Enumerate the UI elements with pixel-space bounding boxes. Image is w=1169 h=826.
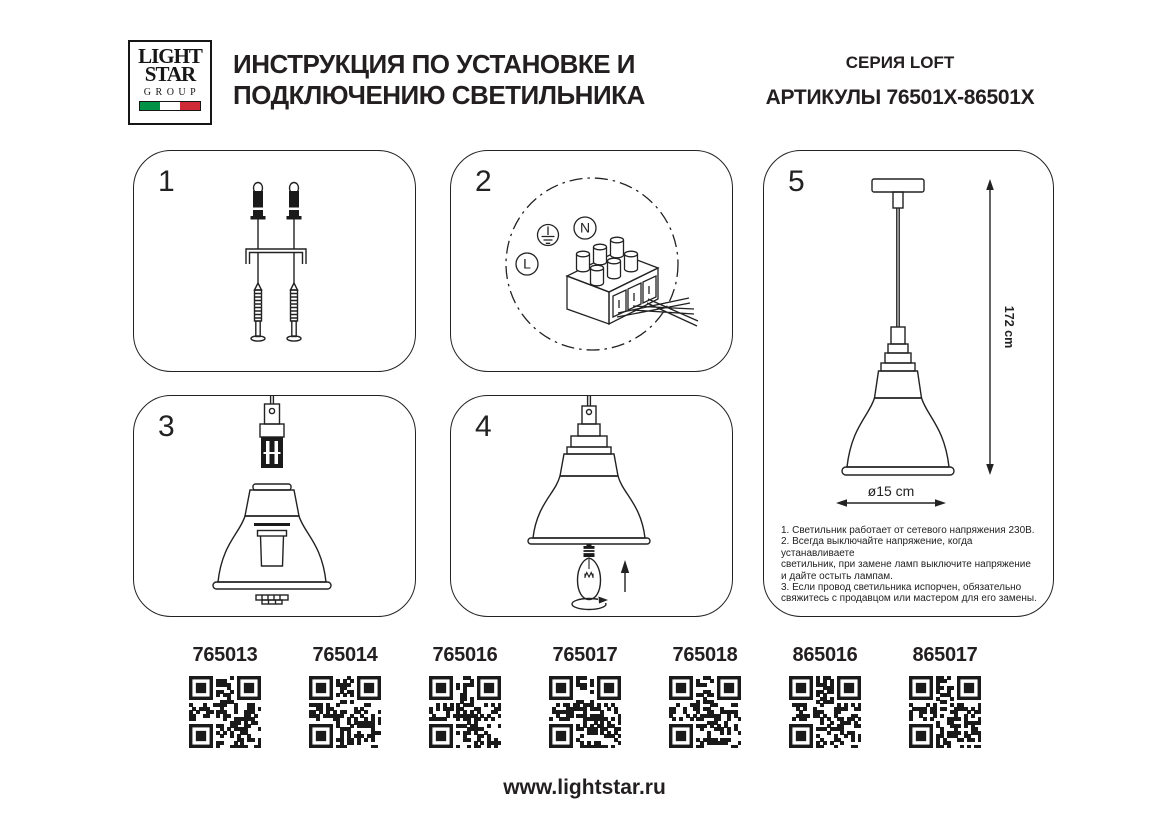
article-number: 765017 [552, 644, 618, 666]
page-title [233, 49, 645, 110]
products-row [165, 644, 1005, 753]
product-column [525, 644, 645, 753]
website-url: www.lightstar.ru [503, 776, 666, 799]
product-column [165, 644, 285, 753]
product-column [765, 644, 885, 753]
step-number: 3 [158, 410, 175, 443]
step-number: 1 [158, 165, 175, 198]
step-number: 4 [475, 410, 492, 443]
note-line: 1. Светильник работает от сетевого напряжения 230В. [781, 525, 1035, 536]
socket-assembly-drawing [134, 396, 417, 618]
qr-code [909, 676, 981, 748]
step-4-panel [450, 395, 733, 617]
product-column [885, 644, 1005, 753]
article-number: 865017 [912, 644, 978, 666]
note-line: свяжитесь с продавцом или мастером для его замены. [781, 593, 1037, 605]
note-line: 2. Всегда выключайте напряжение, когда устанавливаете [781, 536, 973, 559]
logo-text-group: GROUP [143, 86, 201, 98]
qr-code [549, 676, 621, 748]
qr-code [429, 676, 501, 748]
diameter-dimension-label: ø15 cm [867, 483, 915, 499]
step-3-panel [133, 395, 416, 617]
article-number: 765013 [192, 644, 258, 666]
series-label: СЕРИЯ LOFT [845, 53, 955, 72]
mounting-hardware-drawing [134, 151, 417, 373]
note-line: и дайте остыть лампам. [781, 570, 893, 582]
product-column [645, 644, 765, 753]
qr-code [669, 676, 741, 748]
article-number: 765016 [432, 644, 498, 666]
italian-flag-icon [139, 101, 201, 111]
qr-code [189, 676, 261, 748]
safety-notes [781, 525, 1043, 605]
terminal-block-drawing [451, 151, 734, 373]
article-number: 765014 [312, 644, 378, 666]
article-number: 765018 [672, 644, 738, 666]
title-line-2: ПОДКЛЮЧЕНИЮ СВЕТИЛЬНИКА [233, 79, 645, 110]
logo-text-light: LIGHT [138, 44, 202, 68]
qr-code [789, 676, 861, 748]
product-column [405, 644, 525, 753]
title-line-1: ИНСТРУКЦИЯ ПО УСТАНОВКЕ И [233, 49, 635, 79]
step-number: 2 [475, 165, 492, 198]
height-dimension-label: 172 cm [1002, 305, 1016, 349]
step-1-panel [133, 150, 416, 372]
product-column [285, 644, 405, 753]
step-number: 5 [788, 165, 805, 198]
articles-range-label: АРТИКУЛЫ 76501X-86501X [765, 86, 1035, 109]
note-line: 3. Если провод светильника испорчен, обязательно [781, 582, 1022, 594]
series-header [755, 53, 1045, 110]
step-2-panel [450, 150, 733, 372]
bulb-installation-drawing [451, 396, 734, 618]
neutral-label: N [579, 219, 591, 236]
live-label: L [523, 255, 531, 272]
lightstar-logo [128, 40, 212, 125]
qr-code [309, 676, 381, 748]
step-5-panel [763, 150, 1054, 617]
logo-text-star: STAR [144, 62, 196, 87]
article-number: 865016 [792, 644, 858, 666]
note-line: светильник, при замене ламп выключите напряжение [781, 559, 1031, 571]
